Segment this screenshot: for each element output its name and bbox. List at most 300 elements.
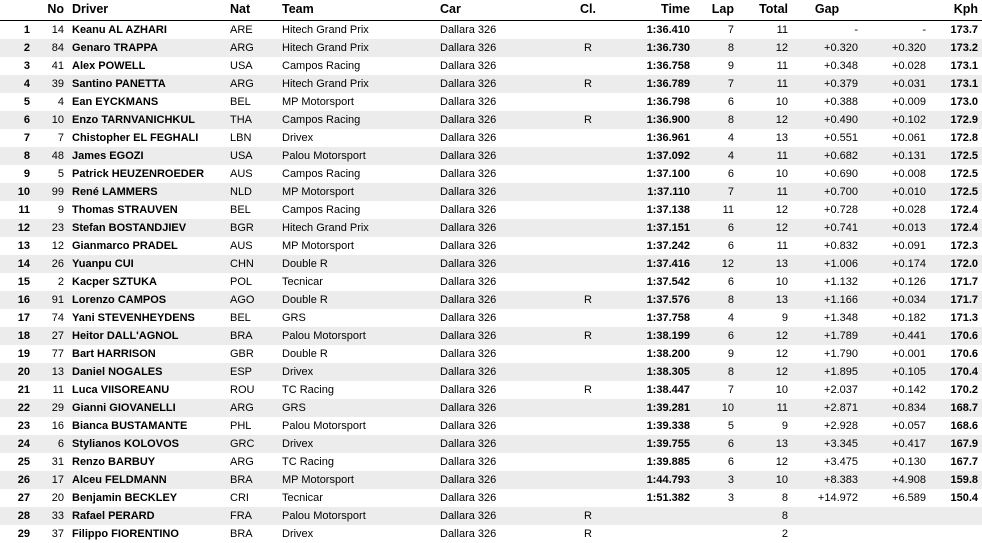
cell-lap: 7 (694, 183, 738, 201)
cell-nat: ESP (226, 363, 278, 381)
cell-team: Tecnicar (278, 489, 436, 507)
cell-no: 10 (34, 111, 68, 129)
cell-gap: +0.728 (792, 201, 862, 219)
cell-car: Dallara 326 (436, 507, 564, 525)
table-row[interactable] (0, 435, 982, 453)
cell-lap: 9 (694, 57, 738, 75)
column-header-position (0, 0, 34, 21)
column-header-total: Total (738, 0, 792, 21)
cell-team: Tecnicar (278, 273, 436, 291)
cell-team: TC Racing (278, 453, 436, 471)
cell-no: 9 (34, 201, 68, 219)
cell-total: 11 (738, 75, 792, 93)
cell-pos: 16 (0, 291, 34, 309)
cell-total: 11 (738, 237, 792, 255)
cell-lap: 6 (694, 219, 738, 237)
cell-int: +0.130 (862, 453, 930, 471)
cell-time: 1:37.576 (612, 291, 694, 309)
cell-nat: BEL (226, 309, 278, 327)
cell-team: Palou Motorsport (278, 417, 436, 435)
cell-total: 8 (738, 489, 792, 507)
column-header-nat: Nat (226, 0, 278, 21)
table-row[interactable] (0, 345, 982, 363)
cell-lap: 7 (694, 21, 738, 40)
cell-gap: +1.348 (792, 309, 862, 327)
cell-driver: Yuanpu CUI (68, 255, 226, 273)
cell-gap: +1.790 (792, 345, 862, 363)
cell-driver: Chistopher EL FEGHALI (68, 129, 226, 147)
cell-kph: 173.0 (930, 93, 982, 111)
cell-no: 91 (34, 291, 68, 309)
cell-nat: BRA (226, 471, 278, 489)
cell-gap: +0.379 (792, 75, 862, 93)
cell-int (862, 525, 930, 543)
table-row[interactable] (0, 471, 982, 489)
cell-driver: Thomas STRAUVEN (68, 201, 226, 219)
cell-gap: +0.700 (792, 183, 862, 201)
cell-time: 1:37.151 (612, 219, 694, 237)
cell-cl (564, 489, 612, 507)
cell-cl (564, 453, 612, 471)
table-row[interactable] (0, 273, 982, 291)
cell-team: Campos Racing (278, 201, 436, 219)
cell-pos: 1 (0, 21, 34, 40)
cell-team: Hitech Grand Prix (278, 39, 436, 57)
cell-pos: 8 (0, 147, 34, 165)
cell-cl (564, 165, 612, 183)
cell-car: Dallara 326 (436, 309, 564, 327)
cell-time (612, 525, 694, 543)
cell-gap: +0.741 (792, 219, 862, 237)
cell-int: +0.320 (862, 39, 930, 57)
cell-driver: Alex POWELL (68, 57, 226, 75)
cell-driver: Filippo FIORENTINO (68, 525, 226, 543)
cell-kph: 173.1 (930, 57, 982, 75)
cell-driver: Daniel NOGALES (68, 363, 226, 381)
cell-kph: 172.8 (930, 129, 982, 147)
cell-kph: 171.7 (930, 291, 982, 309)
cell-driver: Stylianos KOLOVOS (68, 435, 226, 453)
cell-team: Palou Motorsport (278, 147, 436, 165)
cell-nat: USA (226, 147, 278, 165)
table-row[interactable] (0, 93, 982, 111)
cell-no: 33 (34, 507, 68, 525)
cell-car: Dallara 326 (436, 381, 564, 399)
cell-pos: 21 (0, 381, 34, 399)
cell-car: Dallara 326 (436, 129, 564, 147)
cell-kph: 170.4 (930, 363, 982, 381)
cell-cl: R (564, 381, 612, 399)
cell-pos: 24 (0, 435, 34, 453)
cell-lap: 4 (694, 309, 738, 327)
cell-team: Campos Racing (278, 165, 436, 183)
cell-time: 1:44.793 (612, 471, 694, 489)
cell-pos: 6 (0, 111, 34, 129)
cell-total: 11 (738, 147, 792, 165)
cell-pos: 22 (0, 399, 34, 417)
cell-total: 12 (738, 201, 792, 219)
cell-driver: Yani STEVENHEYDENS (68, 309, 226, 327)
cell-int: +0.174 (862, 255, 930, 273)
cell-pos: 25 (0, 453, 34, 471)
cell-lap: 3 (694, 471, 738, 489)
cell-team: Drivex (278, 525, 436, 543)
cell-lap: 6 (694, 237, 738, 255)
cell-gap: +0.490 (792, 111, 862, 129)
cell-no: 37 (34, 525, 68, 543)
cell-gap: - (792, 21, 862, 40)
cell-cl (564, 255, 612, 273)
cell-total: 12 (738, 363, 792, 381)
cell-nat: BGR (226, 219, 278, 237)
column-header-lap: Lap (694, 0, 738, 21)
cell-total: 10 (738, 165, 792, 183)
cell-int: +0.061 (862, 129, 930, 147)
cell-car: Dallara 326 (436, 93, 564, 111)
cell-kph: 171.3 (930, 309, 982, 327)
cell-gap: +1.166 (792, 291, 862, 309)
cell-pos: 23 (0, 417, 34, 435)
cell-car: Dallara 326 (436, 363, 564, 381)
table-row[interactable] (0, 75, 982, 93)
cell-car: Dallara 326 (436, 417, 564, 435)
cell-driver: Ean EYCKMANS (68, 93, 226, 111)
cell-gap: +0.320 (792, 39, 862, 57)
cell-kph: 173.2 (930, 39, 982, 57)
cell-cl (564, 237, 612, 255)
cell-pos: 26 (0, 471, 34, 489)
cell-pos: 5 (0, 93, 34, 111)
table-row[interactable] (0, 111, 982, 129)
cell-cl (564, 129, 612, 147)
cell-team: Hitech Grand Prix (278, 75, 436, 93)
cell-pos: 7 (0, 129, 34, 147)
column-header-gap: Gap (792, 0, 862, 21)
cell-int: +0.091 (862, 237, 930, 255)
cell-lap: 11 (694, 201, 738, 219)
cell-int: +0.126 (862, 273, 930, 291)
cell-pos: 13 (0, 237, 34, 255)
cell-time: 1:37.242 (612, 237, 694, 255)
table-row[interactable] (0, 525, 982, 543)
cell-int: +0.010 (862, 183, 930, 201)
cell-cl (564, 417, 612, 435)
cell-lap: 6 (694, 453, 738, 471)
cell-nat: BRA (226, 327, 278, 345)
cell-nat: GRC (226, 435, 278, 453)
cell-gap: +0.551 (792, 129, 862, 147)
cell-cl (564, 309, 612, 327)
cell-kph: 159.8 (930, 471, 982, 489)
cell-total: 11 (738, 21, 792, 40)
cell-lap: 7 (694, 75, 738, 93)
cell-team: Palou Motorsport (278, 327, 436, 345)
cell-team: Double R (278, 291, 436, 309)
cell-time: 1:37.758 (612, 309, 694, 327)
cell-kph: 172.4 (930, 201, 982, 219)
cell-car: Dallara 326 (436, 57, 564, 75)
cell-no: 84 (34, 39, 68, 57)
table-row[interactable] (0, 183, 982, 201)
cell-total: 12 (738, 345, 792, 363)
cell-kph: 167.9 (930, 435, 982, 453)
cell-int: +0.834 (862, 399, 930, 417)
table-row[interactable] (0, 219, 982, 237)
cell-nat: AUS (226, 165, 278, 183)
cell-total: 9 (738, 417, 792, 435)
cell-cl (564, 219, 612, 237)
cell-car: Dallara 326 (436, 255, 564, 273)
cell-cl: R (564, 327, 612, 345)
cell-gap: +0.388 (792, 93, 862, 111)
table-row[interactable] (0, 291, 982, 309)
table-row[interactable] (0, 129, 982, 147)
cell-nat: BEL (226, 93, 278, 111)
cell-no: 29 (34, 399, 68, 417)
cell-total: 10 (738, 381, 792, 399)
cell-driver: Patrick HEUZENROEDER (68, 165, 226, 183)
table-row[interactable] (0, 507, 982, 525)
cell-no: 6 (34, 435, 68, 453)
cell-team: Palou Motorsport (278, 507, 436, 525)
cell-car: Dallara 326 (436, 471, 564, 489)
cell-team: Double R (278, 345, 436, 363)
cell-kph (930, 507, 982, 525)
table-row[interactable] (0, 363, 982, 381)
cell-int: +0.057 (862, 417, 930, 435)
cell-nat: CRI (226, 489, 278, 507)
cell-kph: 170.6 (930, 327, 982, 345)
cell-total: 11 (738, 183, 792, 201)
column-header-interval (862, 0, 930, 21)
cell-no: 41 (34, 57, 68, 75)
cell-no: 7 (34, 129, 68, 147)
cell-car: Dallara 326 (436, 453, 564, 471)
cell-time: 1:51.382 (612, 489, 694, 507)
cell-team: Double R (278, 255, 436, 273)
cell-gap: +0.690 (792, 165, 862, 183)
cell-nat: BRA (226, 525, 278, 543)
cell-kph: 172.5 (930, 183, 982, 201)
cell-no: 26 (34, 255, 68, 273)
table-row[interactable] (0, 57, 982, 75)
cell-no: 20 (34, 489, 68, 507)
cell-nat: CHN (226, 255, 278, 273)
cell-gap: +14.972 (792, 489, 862, 507)
cell-total: 12 (738, 453, 792, 471)
cell-lap: 3 (694, 489, 738, 507)
cell-team: Campos Racing (278, 111, 436, 129)
cell-driver: Lorenzo CAMPOS (68, 291, 226, 309)
cell-nat: USA (226, 57, 278, 75)
cell-lap: 8 (694, 291, 738, 309)
table-row[interactable] (0, 39, 982, 57)
table-row[interactable] (0, 399, 982, 417)
column-header-time: Time (612, 0, 694, 21)
cell-car: Dallara 326 (436, 291, 564, 309)
cell-car: Dallara 326 (436, 237, 564, 255)
cell-lap: 12 (694, 255, 738, 273)
column-header-driver: Driver (68, 0, 226, 21)
table-row[interactable] (0, 489, 982, 507)
cell-time: 1:37.092 (612, 147, 694, 165)
cell-total: 13 (738, 435, 792, 453)
cell-gap: +1.132 (792, 273, 862, 291)
cell-lap: 6 (694, 435, 738, 453)
cell-int: +4.908 (862, 471, 930, 489)
cell-no: 74 (34, 309, 68, 327)
cell-team: Hitech Grand Prix (278, 21, 436, 40)
table-row[interactable] (0, 417, 982, 435)
table-row[interactable] (0, 147, 982, 165)
cell-nat: THA (226, 111, 278, 129)
cell-cl (564, 435, 612, 453)
cell-total: 10 (738, 273, 792, 291)
cell-team: MP Motorsport (278, 93, 436, 111)
cell-driver: Luca VIISOREANU (68, 381, 226, 399)
cell-lap (694, 525, 738, 543)
cell-driver: Keanu AL AZHARI (68, 21, 226, 40)
cell-total: 13 (738, 291, 792, 309)
cell-pos: 4 (0, 75, 34, 93)
cell-pos: 2 (0, 39, 34, 57)
cell-no: 23 (34, 219, 68, 237)
cell-car: Dallara 326 (436, 165, 564, 183)
cell-nat: AGO (226, 291, 278, 309)
cell-driver: Gianni GIOVANELLI (68, 399, 226, 417)
table-row[interactable] (0, 165, 982, 183)
table-row[interactable] (0, 237, 982, 255)
cell-nat: PHL (226, 417, 278, 435)
cell-driver: Genaro TRAPPA (68, 39, 226, 57)
cell-lap: 5 (694, 417, 738, 435)
table-row[interactable] (0, 21, 982, 40)
cell-kph: 172.0 (930, 255, 982, 273)
cell-gap: +0.832 (792, 237, 862, 255)
cell-kph: 172.4 (930, 219, 982, 237)
table-body (0, 21, 982, 543)
cell-kph: 168.7 (930, 399, 982, 417)
cell-nat: AUS (226, 237, 278, 255)
cell-car: Dallara 326 (436, 183, 564, 201)
cell-lap (694, 507, 738, 525)
cell-time (612, 507, 694, 525)
cell-kph (930, 525, 982, 543)
cell-car: Dallara 326 (436, 435, 564, 453)
cell-pos: 27 (0, 489, 34, 507)
cell-int: +0.102 (862, 111, 930, 129)
cell-total: 11 (738, 399, 792, 417)
cell-time: 1:38.305 (612, 363, 694, 381)
column-header-class: Cl. (564, 0, 612, 21)
cell-driver: James EGOZI (68, 147, 226, 165)
cell-lap: 4 (694, 129, 738, 147)
cell-cl (564, 57, 612, 75)
cell-kph: 170.2 (930, 381, 982, 399)
cell-total: 12 (738, 39, 792, 57)
cell-driver: René LAMMERS (68, 183, 226, 201)
table-row[interactable] (0, 327, 982, 345)
cell-total: 11 (738, 57, 792, 75)
cell-team: GRS (278, 309, 436, 327)
cell-pos: 28 (0, 507, 34, 525)
cell-driver: Gianmarco PRADEL (68, 237, 226, 255)
cell-total: 13 (738, 255, 792, 273)
table-row[interactable] (0, 201, 982, 219)
cell-kph: 172.5 (930, 165, 982, 183)
table-row[interactable] (0, 453, 982, 471)
cell-lap: 7 (694, 381, 738, 399)
cell-kph: 172.9 (930, 111, 982, 129)
cell-kph: 170.6 (930, 345, 982, 363)
cell-time: 1:39.885 (612, 453, 694, 471)
cell-time: 1:39.281 (612, 399, 694, 417)
cell-nat: ROU (226, 381, 278, 399)
cell-no: 5 (34, 165, 68, 183)
cell-int: +0.417 (862, 435, 930, 453)
cell-driver: Santino PANETTA (68, 75, 226, 93)
cell-time: 1:38.199 (612, 327, 694, 345)
cell-nat: BEL (226, 201, 278, 219)
cell-pos: 11 (0, 201, 34, 219)
cell-car: Dallara 326 (436, 39, 564, 57)
cell-no: 39 (34, 75, 68, 93)
cell-team: MP Motorsport (278, 237, 436, 255)
cell-lap: 4 (694, 147, 738, 165)
cell-pos: 3 (0, 57, 34, 75)
cell-cl (564, 345, 612, 363)
table-row[interactable] (0, 309, 982, 327)
cell-time: 1:38.447 (612, 381, 694, 399)
cell-time: 1:37.542 (612, 273, 694, 291)
cell-kph: 173.7 (930, 21, 982, 40)
cell-no: 31 (34, 453, 68, 471)
cell-gap: +1.006 (792, 255, 862, 273)
cell-kph: 172.3 (930, 237, 982, 255)
cell-lap: 6 (694, 93, 738, 111)
cell-kph: 167.7 (930, 453, 982, 471)
cell-cl: R (564, 291, 612, 309)
cell-kph: 150.4 (930, 489, 982, 507)
cell-driver: Bart HARRISON (68, 345, 226, 363)
cell-lap: 9 (694, 345, 738, 363)
cell-int: +0.028 (862, 201, 930, 219)
cell-time: 1:36.410 (612, 21, 694, 40)
cell-driver: Kacper SZTUKA (68, 273, 226, 291)
cell-driver: Stefan BOSTANDJIEV (68, 219, 226, 237)
table-row[interactable] (0, 381, 982, 399)
table-row[interactable] (0, 255, 982, 273)
cell-time: 1:37.138 (612, 201, 694, 219)
cell-cl (564, 399, 612, 417)
cell-nat: POL (226, 273, 278, 291)
cell-no: 17 (34, 471, 68, 489)
cell-pos: 12 (0, 219, 34, 237)
cell-cl: R (564, 525, 612, 543)
cell-pos: 29 (0, 525, 34, 543)
cell-gap: +8.383 (792, 471, 862, 489)
cell-car: Dallara 326 (436, 219, 564, 237)
cell-no: 11 (34, 381, 68, 399)
cell-lap: 8 (694, 111, 738, 129)
cell-time: 1:36.789 (612, 75, 694, 93)
cell-int: +0.001 (862, 345, 930, 363)
cell-team: TC Racing (278, 381, 436, 399)
cell-total: 8 (738, 507, 792, 525)
column-header-no: No (34, 0, 68, 21)
cell-total: 13 (738, 129, 792, 147)
cell-int: +0.013 (862, 219, 930, 237)
